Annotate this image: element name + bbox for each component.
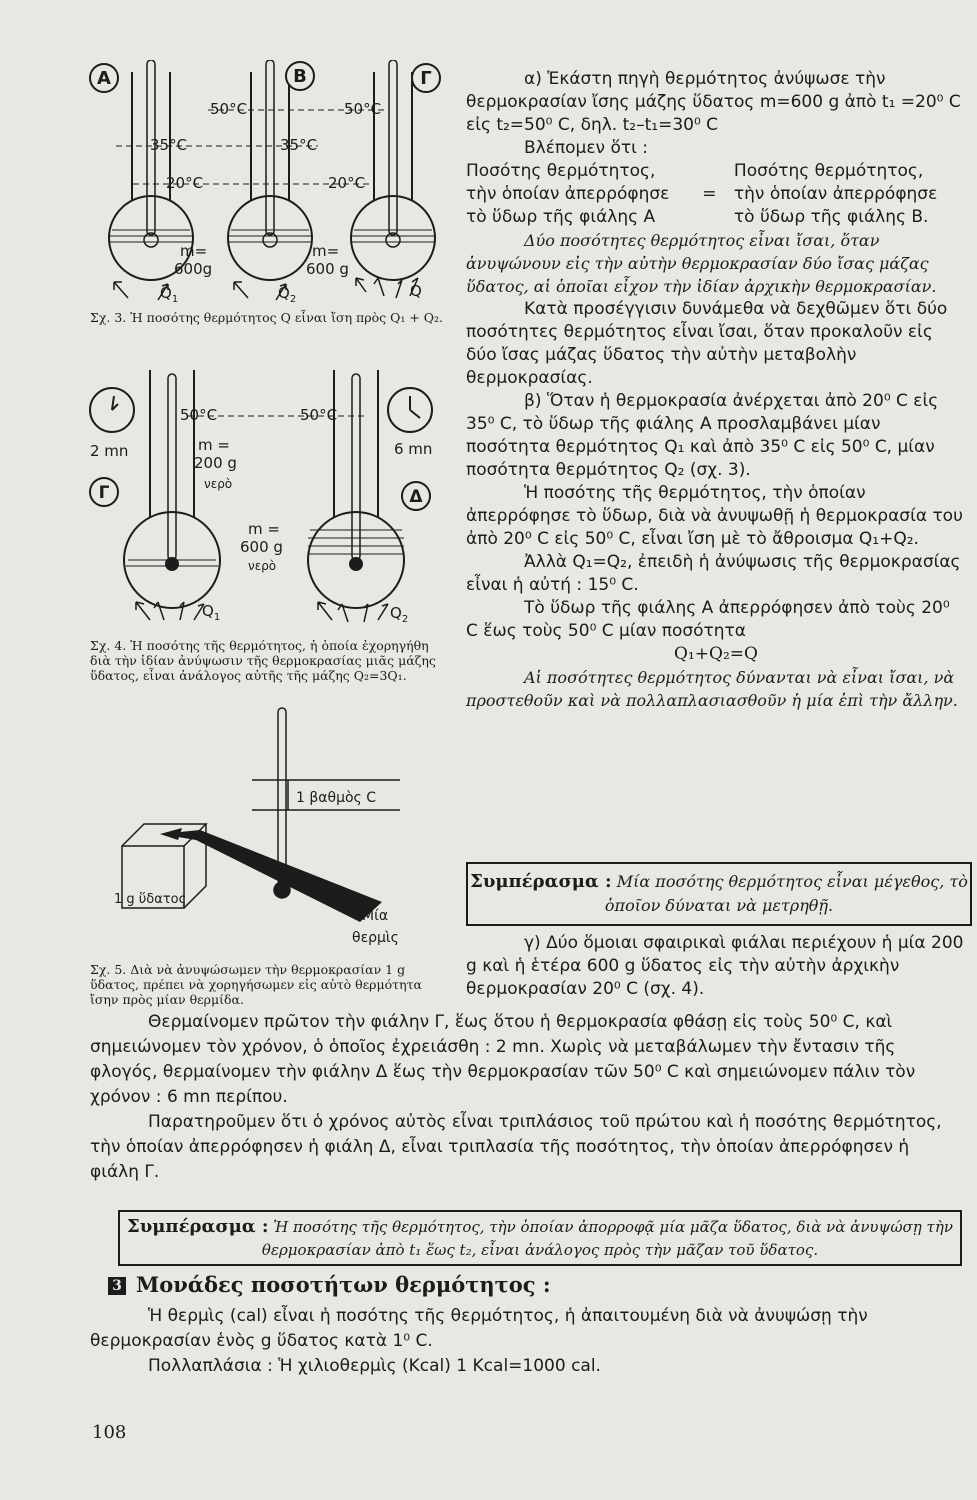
right-column [466,68,966,712]
flask-g [351,196,435,280]
para-b2: Ἡ ποσότης τῆς θερμότητος, τὴν ὁποίαν ἀπερρόφησε τὸ ὕδωρ, διὰ νὰ ἀνυψωθῇ ἡ θερμοκρασία του ἀπὸ 20⁰ C εἰς 50⁰ C, εἶναι ἴση μὲ τὸ ἄθροισμα Q₁+Q₂. [466,483,963,549]
conclusion-box-2 [118,1210,962,1266]
time-2mn: 2 mn [90,442,129,460]
conclusion-2-text: Ἡ ποσότης τῆς θερμότητος, τὴν ὁποίαν ἀπορροφᾷ μία μᾶζα ὕδατος, διὰ νὰ ἀνυψώσῃ τὴν θερμοκρασίαν ἀπὸ t₁ ἕως t₂, εἶναι ἀνάλογος πρὸς τὴν μᾶζαν τοῦ ὕδατος. [261,1218,953,1259]
temp-35-b: 35°C [280,136,318,154]
water-label-1: νερὸ [204,477,233,491]
para-c2: Θερμαίνομεν πρῶτον τὴν φιάλην Γ, ἕως ὅτου ἡ θερμοκρασία φθάσῃ εἰς τοὺς 50⁰ C, καὶ σημειώνομεν τὸν χρόνον, ὁ ὁποῖος ἐχρειάσθη : 2 mn. Χωρὶς νὰ μεταβάλωμεν τὴν ἔντασιν τῆς φλογός, θερμαίνομεν τὴν φιάλην Δ ἕως τὴν θερμοκρασίαν τῶν 50⁰ C καὶ σημειώνομεν πάλιν τὸν χρόνον : 6 mn περίπου. [90,1012,916,1107]
temp-50-b: 50°C [344,100,382,118]
label-g-fig4: Γ [98,483,110,503]
temp-50-g: 50°C [180,406,218,424]
calorie-label-2: θερμὶς [352,930,399,946]
water-label-2: νερὸ [248,559,277,573]
label-g: Γ [420,68,432,89]
calorie-label-1: Μία [362,908,389,924]
q1-label-fig4: $Q_1$ [202,602,221,623]
page-number: 108 [92,1422,127,1443]
mass-a-value: 600g [174,260,213,278]
label-d: Δ [409,487,423,507]
conclusion-1-text: Μία ποσότης θερμότητος εἶναι μέγεθος, τὸ ὁποῖον δύναται νὰ μετρηθῇ. [604,872,968,915]
figure-4-caption: Σχ. 4. Ἡ ποσότης τῆς θερμότητος, ἡ ὁποία ἐχορηγήθη διὰ τὴν ἰδίαν ἀνύψωσιν τῆς θερμοκρασίας μιᾶς μάζης ὕδατος, εἶναι ἀνάλογος αὐτῆς τῆς μάζης Q₂=3Q₁. [90,638,436,683]
mass-600-label: m = [248,520,280,538]
right-col-line3: τὸ ὕδωρ τῆς φιάλης Β. [733,207,929,227]
temp-20-b: 20°C [328,174,366,192]
left-col-line1: Ποσότης θερμότητος, [466,161,656,181]
conclusion-2-title: Συμπέρασμα : [127,1216,269,1237]
para-b6: Αἱ ποσότητες θερμότητος δύνανται νὰ εἶναι ἴσαι, νὰ προστεθοῦν καὶ νὰ πολλαπλασιασθοῦν ἡ μία ἐπὶ τὴν ἄλλην. [466,668,958,710]
left-col-line3: τὸ ὕδωρ τῆς φιάλης Α [466,207,656,227]
comparison-columns [466,160,966,229]
equals-sign: = [702,184,717,204]
figure-3-caption: Σχ. 3. Ἡ ποσότης θερμότητος Q εἶναι ἴση πρὸς Q₁ + Q₂. [90,310,444,325]
conclusion-1-title: Συμπέρασμα : [470,871,612,892]
flame-wedge [160,830,382,922]
para-b1: β) Ὅταν ἡ θερμοκρασία ἀνέρχεται ἀπὸ 20⁰ C εἰς 35⁰ C, τὸ ὕδωρ τῆς φιάλης Α προσλαμβάνει μίαν ποσότητα θερμότητος Q₁ καὶ ἀπὸ 35⁰ C εἰς 50⁰ C, μίαν ποσότητα θερμότητος Q₂ (σχ. 3). [466,391,939,480]
flame-arrows-fig4 [136,602,388,622]
para-c3: Παρατηροῦμεν ὅτι ὁ χρόνος αὐτὸς εἶναι τριπλάσιος τοῦ πρώτου καὶ ἡ ποσότης θερμότητος, τὴν ὁποίαν ἀπερρόφησεν ἡ φιάλη Δ, εἶναι τριπλασία τῆς ποσότητος, τὴν ὁποίαν ἀπερρόφησεν ἡ φιάλη Γ. [90,1112,942,1182]
para-b3: Ἀλλὰ Q₁=Q₂, ἐπειδὴ ἡ ἀνύψωσις τῆς θερμοκρασίας εἶναι ἡ αὐτή : 15⁰ C. [466,552,961,595]
figure-3-flasks [88,60,458,310]
para-d1: Ἡ θερμὶς (cal) εἶναι ἡ ποσότης τῆς θερμότητος, ἡ ἀπαιτουμένη διὰ νὰ ἀνυψώσῃ τὴν θερμοκρασίαν ἑνὸς g ὕδατος κατὰ 1⁰ C. [90,1306,868,1351]
q2-label-fig4: $Q_2$ [390,604,409,625]
mass-200-label: m = [198,436,230,454]
flask-b [228,196,312,280]
figure-5-caption: Σχ. 5. Διὰ νὰ ἀνυψώσωμεν τὴν θερμοκρασίαν 1 g ὕδατος, πρέπει νὰ χορηγήσωμεν εἰς αὐτὸ θερμότητα ἴσην πρὸς μίαν θερμίδα. [90,962,422,1007]
one-degree-label: 1 βαθμὸς C [296,790,377,806]
right-col-line1: Ποσότης θερμότητος, [733,161,924,181]
q-label: Q [410,282,422,300]
label-b: Β [293,66,307,87]
mass-b-label: m= [312,242,340,260]
mass-200-value: 200 g [194,454,237,472]
one-gram-label: 1 g ὕδατος [114,892,187,907]
temp-50-a: 50°C [210,100,248,118]
full-width-text [90,1010,962,1185]
section-number: 3 [108,1277,126,1295]
para-c1: γ) Δύο ὅμοιαι σφαιρικαὶ φιάλαι περιέχουν ἡ μία 200 g καὶ ἡ ἑτέρα 600 g ὕδατος εἰς τὴν αὐτὴν ἀρχικὴν θερμοκρασίαν 20⁰ C (σχ. 4). [466,933,964,999]
section-text [90,1304,962,1379]
label-a: Α [97,68,111,89]
formula-q1-q2: Q₁+Q₂=Q [674,644,758,664]
para-a2: Βλέπομεν ὅτι : [524,138,648,158]
mass-b-value: 600 g [306,260,349,278]
figure-5-calorie [100,706,430,956]
para-d2: Πολλαπλάσια : Ἡ χιλιοθερμὶς (Kcal) 1 Kcal=1000 cal. [148,1356,601,1376]
figure-4-flasks [88,370,458,630]
para-a3: Δύο ποσότητες θερμότητος εἶναι ἴσαι, ὅταν ἀνυψώνουν εἰς τὴν αὐτὴν θερμοκρασίαν δύο ἴσας μάζας ὕδατος, αἱ ὁποῖαι εἶχον τὴν ἰδίαν ἀρχικὴν θερμοκρασίαν. [466,231,937,296]
right-col-line2: τὴν ὁποίαν ἀπερρόφησε [733,184,938,204]
para-b4: Τὸ ὕδωρ τῆς φιάλης Α ἀπερρόφησεν ἀπὸ τοὺς 20⁰ C ἕως τοὺς 50⁰ C μίαν ποσότητα [466,598,950,641]
section-heading [108,1272,551,1297]
temp-50-d: 50°C [300,406,338,424]
para-a1: α) Ἑκάστη πηγὴ θερμότητος ἀνύψωσε τὴν θερμοκρασίαν ἴσης μάζης ὕδατος m=600 g ἀπὸ t₁ =20⁰ C εἰς t₂=50⁰ C, δηλ. t₂–t₁=30⁰ C [466,69,961,135]
left-col-line2: τὴν ὁποίαν ἀπερρόφησε [466,184,670,204]
q1-label: $Q_1$ [160,284,179,305]
time-6mn: 6 mn [394,440,433,458]
mass-600-value: 600 g [240,538,283,556]
section-title: Μονάδες ποσοτήτων θερμότητος : [136,1272,551,1297]
para-c1-wrap [466,932,966,1001]
temp-20-a: 20°C [166,174,204,192]
q2-label: $Q_2$ [278,284,297,305]
temp-35-a: 35°C [150,136,188,154]
thermometer-fig5 [278,708,286,884]
conclusion-box-1 [466,862,972,926]
mass-a-label: m= [180,242,208,260]
para-a4: Κατὰ προσέγγισιν δυνάμεθα νὰ δεχθῶμεν ὅτι δύο ποσότητες θερμότητος εἶναι ἴσαι, ὅταν προκαλοῦν εἰς δύο ἴσας μάζας ὕδατος τὴν αὐτὴν μεταβολὴν θερμοκρασίας. [466,299,948,388]
